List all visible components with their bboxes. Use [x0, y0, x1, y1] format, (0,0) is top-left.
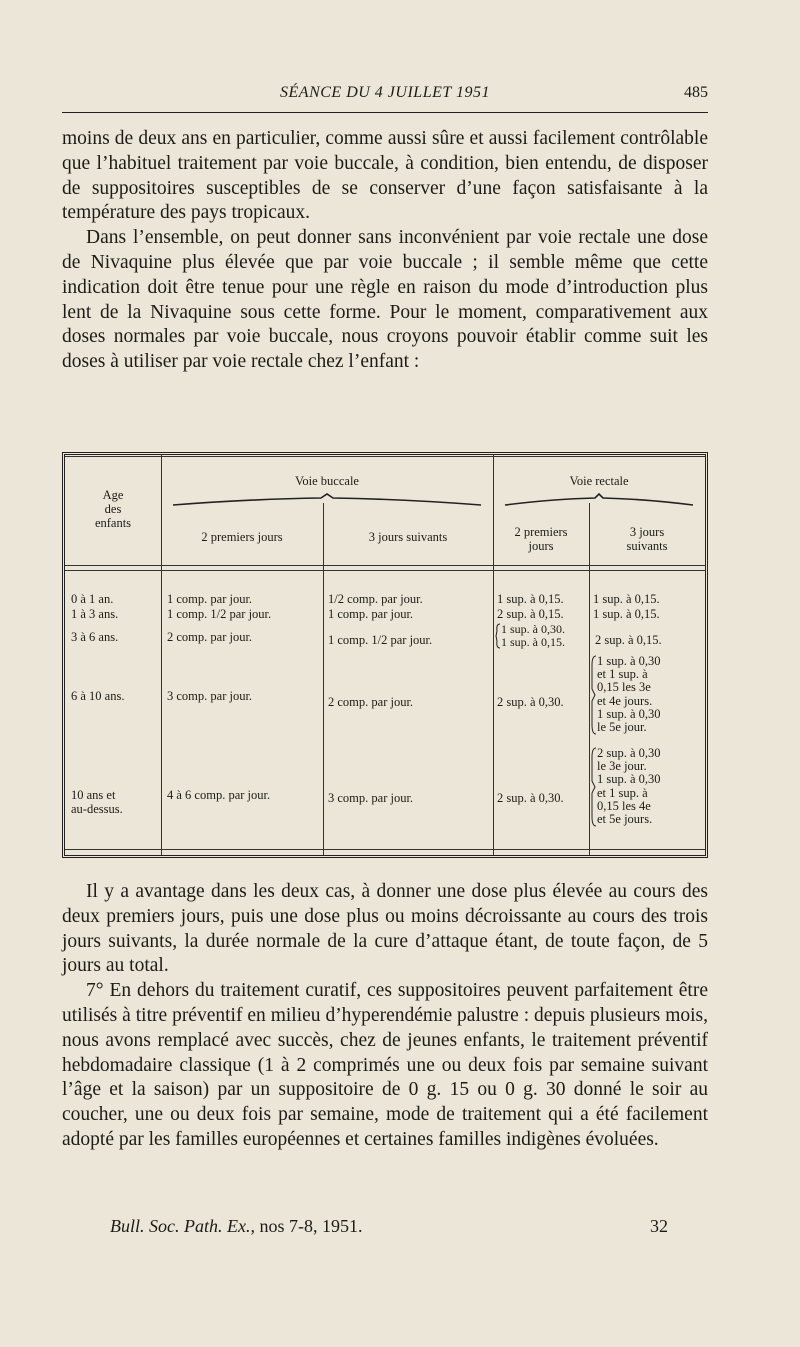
table-rule — [65, 565, 705, 566]
row-2-r1: 1 sup. à 0,30. 1 sup. à 0,15. — [501, 622, 565, 649]
row-1-r1: 2 sup. à 0,15. — [497, 607, 564, 621]
table-rule — [65, 849, 705, 850]
row-1-r2: 1 sup. à 0,15. — [593, 607, 660, 621]
row-3-r2-brace — [590, 655, 597, 735]
row-0-r2: 1 sup. à 0,15. — [593, 592, 660, 606]
row-1-b2: 1 comp. par jour. — [328, 607, 414, 621]
row-2-r2: 2 sup. à 0,15. — [595, 633, 662, 647]
header-rule — [62, 112, 708, 113]
row-2-b1: 2 comp. par jour. — [167, 630, 253, 644]
subheader-b2: 3 jours suivants — [368, 530, 448, 544]
citation: Bull. Soc. Path. Ex., nos 7-8, 1951. — [110, 1216, 363, 1236]
row-3-r2: 1 sup. à 0,30 et 1 sup. à 0,15 les 3e et 4e jours. 1 sup. à 0,30 le 5e jour. — [597, 654, 661, 735]
row-4-r1: 2 sup. à 0,30. — [497, 791, 564, 805]
row-0-r1: 1 sup. à 0,15. — [497, 592, 564, 606]
paragraph: moins de deux ans en particulier, comme aussi sûre et aussi facilement contrôlable que l’habituel traitement par voie buccale, à condition, bien entendu, de disposer de suppositoires susceptibles de se conserver d’une façon satisfaisante à la température des pays tropicaux. — [62, 128, 708, 224]
table-rule — [65, 456, 705, 457]
table-rule — [65, 570, 705, 571]
row-1-age: 1 à 3 ans. — [71, 607, 119, 621]
group-header-buccale: Voie buccale — [295, 474, 359, 488]
row-0-b1: 1 comp. par jour. — [167, 592, 253, 606]
group-header-rectale: Voie rectale — [569, 474, 629, 488]
row-4-age: 10 ans et au-dessus. — [71, 788, 123, 816]
row-2-age: 3 à 6 ans. — [71, 630, 119, 644]
paragraph: Il y a avantage dans les deux cas, à donner une dose plus élevée au cours des deux premiers jours, puis une dose plus ou moins décroissante au cours des trois jours suivants, la durée normale de la cure d’attaque étant, de toute façon, de 5 jours au total. — [62, 881, 708, 977]
dosage-table — [62, 452, 708, 858]
row-2-r1-brace — [495, 623, 501, 649]
row-1-b1: 1 comp. 1/2 par jour. — [167, 607, 272, 621]
row-4-b2: 3 comp. par jour. — [328, 791, 414, 805]
table-divider — [323, 503, 324, 855]
subheader-r2: 3 jours suivants — [626, 525, 668, 553]
text-block-bottom — [62, 880, 708, 1153]
row-3-b2: 2 comp. par jour. — [328, 695, 414, 709]
text-block-top — [62, 127, 708, 375]
paragraph: Dans l’ensemble, on peut donner sans inconvénient par voie rectale une dose de Nivaquine plus élevée que par voie buccale ; il semble même que cette indication doit être tenue pour une règle en raison du mode d’introduction plus lent de la Nivaquine sous cette forme. Pour le moment, comparativement aux doses normales par voie buccale, nous croyons pouvoir établir comme suit les doses à utiliser par voie rectale chez l’enfant : — [62, 227, 708, 373]
brace-buccale — [171, 493, 483, 509]
row-2-b2: 1 comp. 1/2 par jour. — [328, 633, 433, 647]
subheader-b1: 2 premiers jours — [201, 530, 283, 544]
page-number: 485 — [684, 84, 708, 101]
age-header: Age des enfants — [94, 488, 132, 530]
row-3-b1: 3 comp. par jour. — [167, 689, 253, 703]
row-4-r2: 2 sup. à 0,30 le 3e jour. 1 sup. à 0,30 et 1 sup. à 0,15 les 4e et 5e jours. — [597, 746, 661, 827]
row-3-r1: 2 sup. à 0,30. — [497, 695, 564, 709]
row-0-age: 0 à 1 an. — [71, 592, 114, 606]
signature-mark: 32 — [650, 1216, 668, 1236]
subheader-r1: 2 premiers jours — [514, 525, 568, 553]
paragraph: 7° En dehors du traitement curatif, ces suppositoires peuvent parfaitement être utilisés à titre préventif en milieu d’hyperendémie palustre : depuis plusieurs mois, nous avons remplacé avec succès, chez de jeunes enfants, le traitement préventif hebdomadaire classique (1 à 2 comprimés une ou deux fois par semaine suivant l’âge et la saison) par un suppositoire de 0 g. 15 ou 0 g. 30 donné le soir au coucher, une ou deux fois par semaine, mode de traitement qui a été facilement adopté par les familles européennes et certaines familles indigènes évoluées. — [62, 980, 708, 1150]
page-header-title: SÉANCE DU 4 JUILLET 1951 — [280, 84, 490, 101]
row-0-b2: 1/2 comp. par jour. — [328, 592, 423, 606]
running-header — [62, 84, 708, 112]
table-divider — [493, 455, 494, 855]
row-4-b1: 4 à 6 comp. par jour. — [167, 788, 271, 802]
table-divider — [161, 455, 162, 855]
row-4-r2-brace — [590, 747, 597, 827]
brace-rectale — [503, 493, 695, 509]
row-3-age: 6 à 10 ans. — [71, 689, 125, 703]
